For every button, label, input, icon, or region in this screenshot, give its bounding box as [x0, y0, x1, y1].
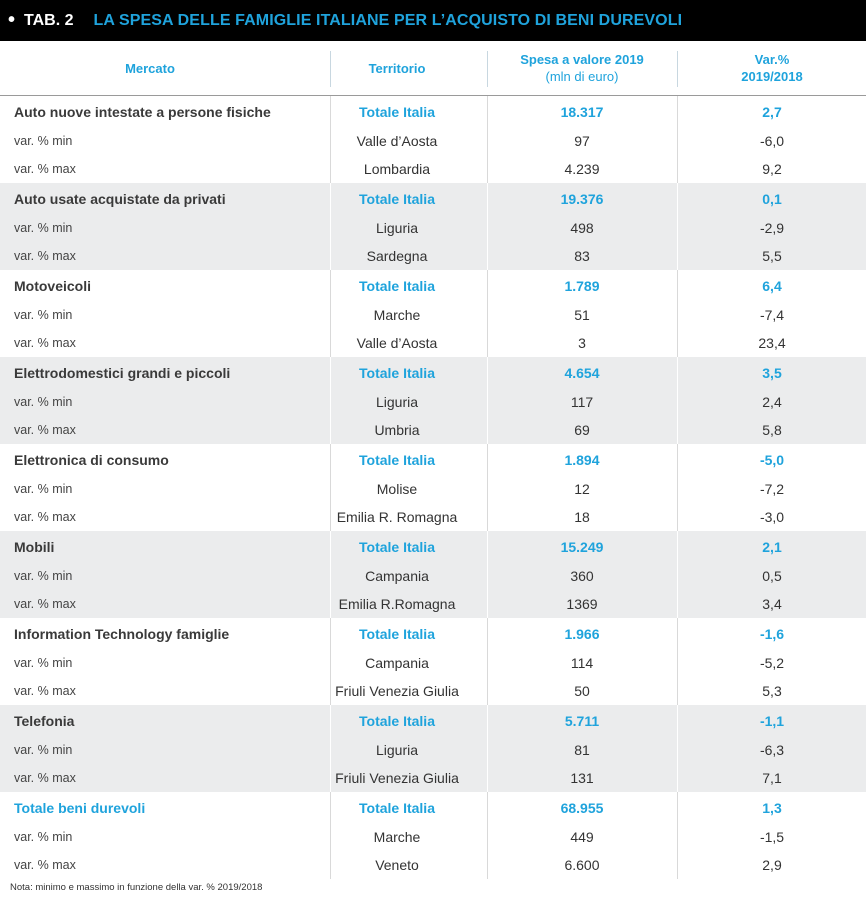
table-row	[0, 215, 866, 241]
market-name: Auto nuove intestate a persone fisiche	[14, 104, 271, 120]
header-mercato-label: Mercato	[125, 60, 175, 76]
variation-cell: -6,3	[759, 742, 785, 758]
row-label: var. % max	[14, 248, 76, 263]
header-mercato	[0, 41, 300, 95]
row-label: var. % min	[14, 743, 73, 757]
table-row-total	[0, 183, 866, 215]
variation-cell: 5,8	[762, 421, 782, 438]
variation-cell: 23,4	[758, 334, 786, 351]
territory-cell: Totale Italia	[359, 713, 435, 729]
bullet-icon: •	[8, 9, 16, 31]
table-row-total	[0, 531, 866, 563]
table-row	[0, 824, 866, 850]
territory-cell: Lombardia	[363, 160, 431, 177]
table-group	[0, 444, 866, 531]
header-spesa-label: Spesa a valore 2019	[520, 52, 644, 67]
table-row-total	[0, 444, 866, 476]
territory-cell: Totale Italia	[359, 191, 435, 207]
value-cell: 81	[574, 742, 590, 758]
variation-cell: 5,5	[762, 247, 782, 264]
variation-cell: -5,2	[759, 655, 785, 671]
variation-cell: 3,5	[762, 365, 782, 381]
table-row-total	[0, 792, 866, 824]
territory-cell: Valle d’Aosta	[356, 133, 438, 149]
value-cell: 69	[574, 421, 590, 438]
table-row-total	[0, 705, 866, 737]
territory-cell: Veneto	[375, 856, 419, 873]
table-row-total	[0, 96, 866, 128]
variation-cell: 2,1	[762, 539, 782, 555]
value-cell: 15.249	[560, 539, 604, 555]
territory-cell: Totale Italia	[359, 800, 435, 816]
territory-cell: Liguria	[375, 394, 419, 410]
header-var	[678, 41, 866, 95]
table-row-total	[0, 357, 866, 389]
market-name: Telefonia	[14, 713, 75, 729]
market-name: Mobili	[14, 539, 55, 555]
value-cell: 18.317	[560, 104, 604, 120]
table-header	[0, 41, 866, 95]
header-var-label: Var.%	[754, 52, 790, 67]
variation-cell: -1,6	[759, 626, 785, 642]
row-label: var. % max	[14, 509, 76, 524]
table-row	[0, 850, 866, 879]
table-group	[0, 270, 866, 357]
table-row	[0, 128, 866, 154]
territory-cell: Umbria	[374, 421, 420, 438]
variation-cell: -5,0	[759, 452, 785, 468]
value-cell: 131	[570, 769, 594, 786]
table-note: Nota: minimo e massimo in funzione della var. % 2019/2018	[10, 882, 263, 893]
row-label: var. % min	[14, 308, 73, 322]
table-row	[0, 389, 866, 415]
table-row	[0, 328, 866, 357]
value-cell: 1.789	[564, 278, 600, 294]
table-row	[0, 589, 866, 618]
value-cell: 83	[574, 247, 590, 264]
value-cell: 449	[570, 829, 594, 845]
territory-cell: Liguria	[375, 742, 419, 758]
variation-cell: -3,0	[759, 508, 785, 525]
variation-cell: -6,0	[759, 133, 785, 149]
territory-cell: Totale Italia	[359, 452, 435, 468]
variation-cell: 0,5	[762, 568, 782, 584]
variation-cell: 3,4	[762, 595, 782, 612]
value-cell: 68.955	[560, 800, 604, 816]
value-cell: 3	[578, 334, 586, 351]
table-row	[0, 502, 866, 531]
value-cell: 498	[570, 220, 594, 236]
variation-cell: 9,2	[762, 160, 782, 177]
market-name: Elettronica di consumo	[14, 452, 169, 468]
territory-cell: Emilia R.Romagna	[338, 595, 456, 612]
territory-cell: Valle d’Aosta	[356, 334, 438, 351]
header-territorio	[330, 41, 464, 95]
variation-cell: 6,4	[762, 278, 782, 294]
row-label: var. % max	[14, 683, 76, 698]
row-label: var. % max	[14, 161, 76, 176]
market-name: Totale beni durevoli	[14, 800, 146, 816]
territory-cell: Marche	[373, 829, 421, 845]
table-title: LA SPESA DELLE FAMIGLIE ITALIANE PER L’ACQUISTO DI BENI DUREVOLI	[93, 11, 683, 29]
territory-cell: Sardegna	[366, 247, 428, 264]
territory-cell: Totale Italia	[359, 626, 435, 642]
value-cell: 51	[574, 307, 590, 323]
table-group	[0, 705, 866, 792]
row-label: var. % max	[14, 596, 76, 611]
value-cell: 1.966	[564, 626, 600, 642]
territory-cell: Liguria	[375, 220, 419, 236]
territory-cell: Totale Italia	[359, 104, 435, 120]
header-territorio-label: Territorio	[368, 60, 426, 76]
row-label: var. % max	[14, 422, 76, 437]
territory-cell: Campania	[365, 655, 429, 671]
table-row	[0, 563, 866, 589]
row-label: var. % min	[14, 830, 73, 844]
territory-cell: Totale Italia	[359, 278, 435, 294]
variation-cell: -1,5	[759, 829, 785, 845]
value-cell: 97	[574, 133, 590, 149]
value-cell: 5.711	[564, 713, 600, 729]
row-label: var. % min	[14, 134, 73, 148]
variation-cell: 1,3	[762, 800, 782, 816]
territory-cell: Molise	[376, 481, 418, 497]
market-name: Motoveicoli	[14, 278, 92, 294]
table-row-total	[0, 618, 866, 650]
table-row-total	[0, 270, 866, 302]
variation-cell: -7,4	[759, 307, 785, 323]
value-cell: 18	[574, 508, 590, 525]
value-cell: 19.376	[560, 191, 604, 207]
territory-cell: Totale Italia	[359, 365, 435, 381]
header-spesa-unit: (mln di euro)	[545, 69, 619, 84]
table-title-bar	[0, 0, 866, 41]
table-row	[0, 154, 866, 183]
market-name: Elettrodomestici grandi e piccoli	[14, 365, 231, 381]
variation-cell: -7,2	[759, 481, 785, 497]
row-label: var. % min	[14, 395, 73, 409]
variation-cell: 2,4	[762, 394, 782, 410]
table-row	[0, 415, 866, 444]
variation-cell: -1,1	[759, 713, 785, 729]
table-row	[0, 241, 866, 270]
territory-cell: Campania	[365, 568, 429, 584]
header-spesa	[487, 41, 677, 95]
variation-cell: 0,1	[762, 191, 782, 207]
row-label: var. % max	[14, 857, 76, 872]
table-row	[0, 650, 866, 676]
territory-cell: Friuli Venezia Giulia	[335, 769, 459, 786]
row-label: var. % min	[14, 221, 73, 235]
value-cell: 4.239	[564, 160, 600, 177]
value-cell: 6.600	[564, 856, 600, 873]
table-group	[0, 183, 866, 270]
market-name: Auto usate acquistate da privati	[14, 191, 226, 207]
value-cell: 360	[570, 568, 594, 584]
variation-cell: -2,9	[759, 220, 785, 236]
table-group	[0, 357, 866, 444]
table-group	[0, 618, 866, 705]
row-label: var. % max	[14, 770, 76, 785]
value-cell: 50	[574, 682, 590, 699]
territory-cell: Friuli Venezia Giulia	[335, 682, 459, 699]
variation-cell: 2,7	[762, 104, 782, 120]
table-row	[0, 476, 866, 502]
territory-cell: Emilia R. Romagna	[336, 508, 458, 525]
territory-cell: Marche	[373, 307, 421, 323]
market-name: Information Technology famiglie	[14, 626, 230, 642]
variation-cell: 5,3	[762, 682, 782, 699]
value-cell: 4.654	[564, 365, 600, 381]
variation-cell: 2,9	[762, 856, 782, 873]
value-cell: 12	[574, 481, 590, 497]
header-var-period: 2019/2018	[741, 69, 803, 84]
table-group	[0, 792, 866, 879]
table-row	[0, 302, 866, 328]
table-group	[0, 96, 866, 183]
table-group	[0, 531, 866, 618]
table-row	[0, 676, 866, 705]
value-cell: 117	[570, 394, 594, 410]
value-cell: 1369	[566, 595, 598, 612]
row-label: var. % min	[14, 656, 73, 670]
table-number: TAB. 2	[24, 11, 74, 29]
value-cell: 114	[570, 655, 594, 671]
row-label: var. % min	[14, 569, 73, 583]
row-label: var. % min	[14, 482, 73, 496]
row-label: var. % max	[14, 335, 76, 350]
value-cell: 1.894	[564, 452, 600, 468]
variation-cell: 7,1	[762, 769, 782, 786]
table-row	[0, 737, 866, 763]
territory-cell: Totale Italia	[359, 539, 435, 555]
table-row	[0, 763, 866, 792]
